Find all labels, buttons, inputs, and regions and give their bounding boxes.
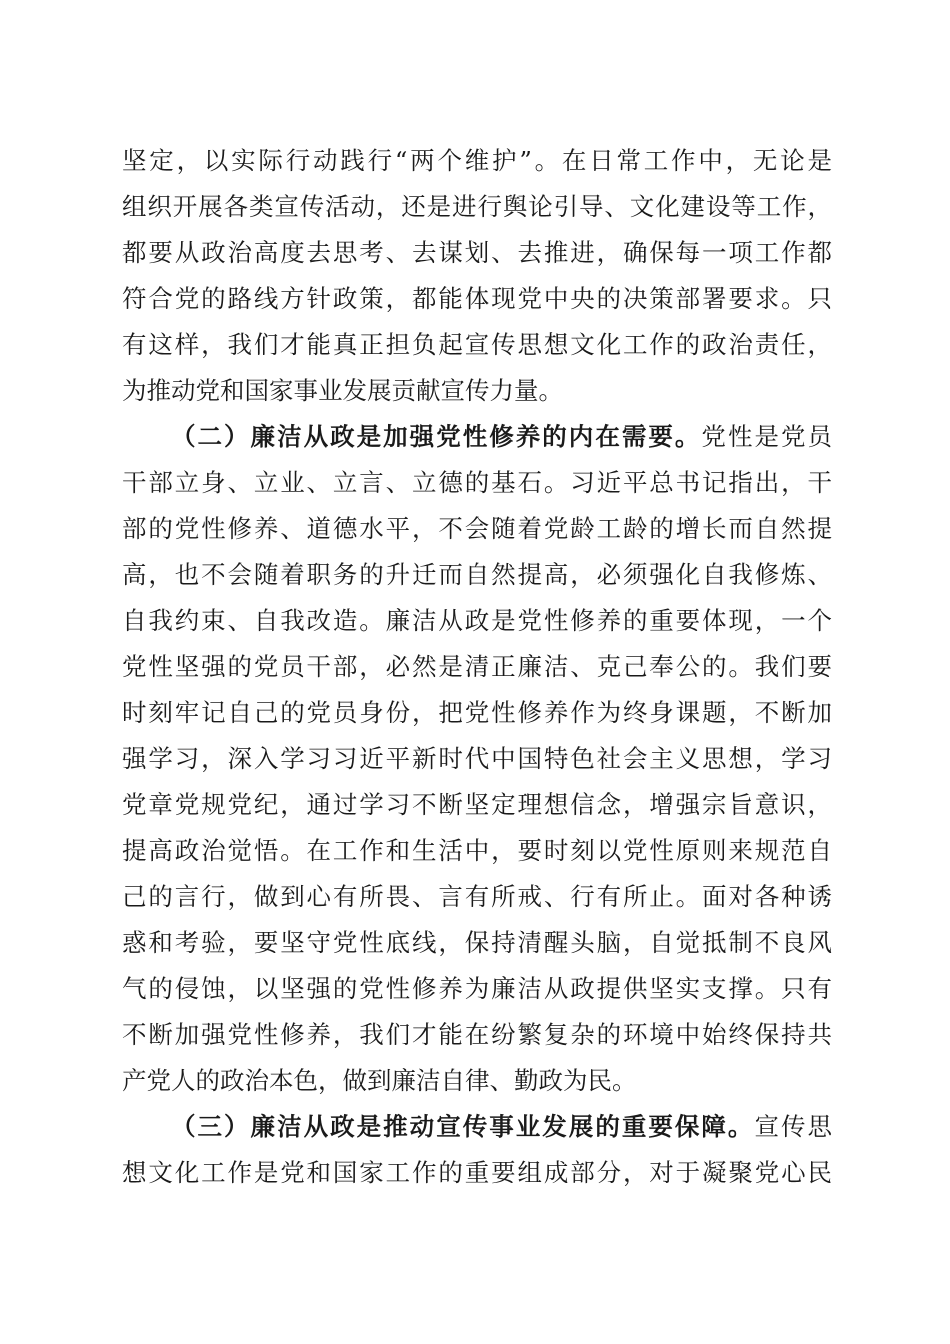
paragraph-line: 气的侵蚀，以坚强的党性修养为廉洁从政提供坚实支撑。只有 xyxy=(122,974,832,1003)
paragraph-text: 宣传思 xyxy=(754,1112,833,1141)
paragraph-line: 提高政治觉悟。在工作和生活中，要时刻以党性原则来规范自 xyxy=(122,836,832,865)
paragraph-line: 自我约束、自我改造。廉洁从政是党性修养的重要体现，一个 xyxy=(122,606,832,635)
section-heading: （三）廉洁从政是推动宣传事业发展的重要保障。 xyxy=(171,1112,755,1141)
paragraph-line: 不断加强党性修养，我们才能在纷繁复杂的环境中始终保持共 xyxy=(122,1020,832,1049)
section-heading-line xyxy=(171,414,832,460)
paragraph-line: 党性坚强的党员干部，必然是清正廉洁、克己奉公的。我们要 xyxy=(122,652,832,681)
paragraph-line: 都要从政治高度去思考、去谋划、去推进，确保每一项工作都 xyxy=(122,238,832,267)
paragraph-line: 高，也不会随着职务的升迁而自然提高，必须强化自我修炼、 xyxy=(122,560,832,589)
paragraph-line: 部的党性修养、道德水平，不会随着党龄工龄的增长而自然提 xyxy=(122,514,832,543)
paragraph-line: 产党人的政治本色，做到廉洁自律、勤政为民。 xyxy=(122,1066,637,1095)
paragraph-line: 符合党的路线方针政策，都能体现党中央的决策部署要求。只 xyxy=(122,284,832,313)
section-heading: （二）廉洁从政是加强党性修养的内在需要。 xyxy=(171,422,702,451)
section-heading-line xyxy=(171,1104,832,1150)
paragraph-line: 想文化工作是党和国家工作的重要组成部分，对于凝聚党心民 xyxy=(122,1158,832,1187)
paragraph-line: 时刻牢记自己的党员身份，把党性修养作为终身课题，不断加 xyxy=(122,698,832,727)
paragraph-line: 坚定，以实际行动践行“两个维护”。在日常工作中，无论是 xyxy=(122,146,832,175)
paragraph-line: 己的言行，做到心有所畏、言有所戒、行有所止。面对各种诱 xyxy=(122,882,832,911)
paragraph-line: 党章党规党纪，通过学习不断坚定理想信念，增强宗旨意识， xyxy=(122,790,832,819)
paragraph-line: 为推动党和国家事业发展贡献宣传力量。 xyxy=(122,376,563,405)
paragraph-line: 强学习，深入学习习近平新时代中国特色社会主义思想，学习 xyxy=(122,744,832,773)
paragraph-line: 干部立身、立业、立言、立德的基石。习近平总书记指出，干 xyxy=(122,468,832,497)
paragraph-line: 有这样，我们才能真正担负起宣传思想文化工作的政治责任， xyxy=(122,330,832,359)
paragraph-line: 组织开展各类宣传活动，还是进行舆论引导、文化建设等工作， xyxy=(122,192,832,221)
paragraph-line: 惑和考验，要坚守党性底线，保持清醒头脑，自觉抵制不良风 xyxy=(122,928,832,957)
paragraph-text: 党性是党员 xyxy=(701,422,833,451)
